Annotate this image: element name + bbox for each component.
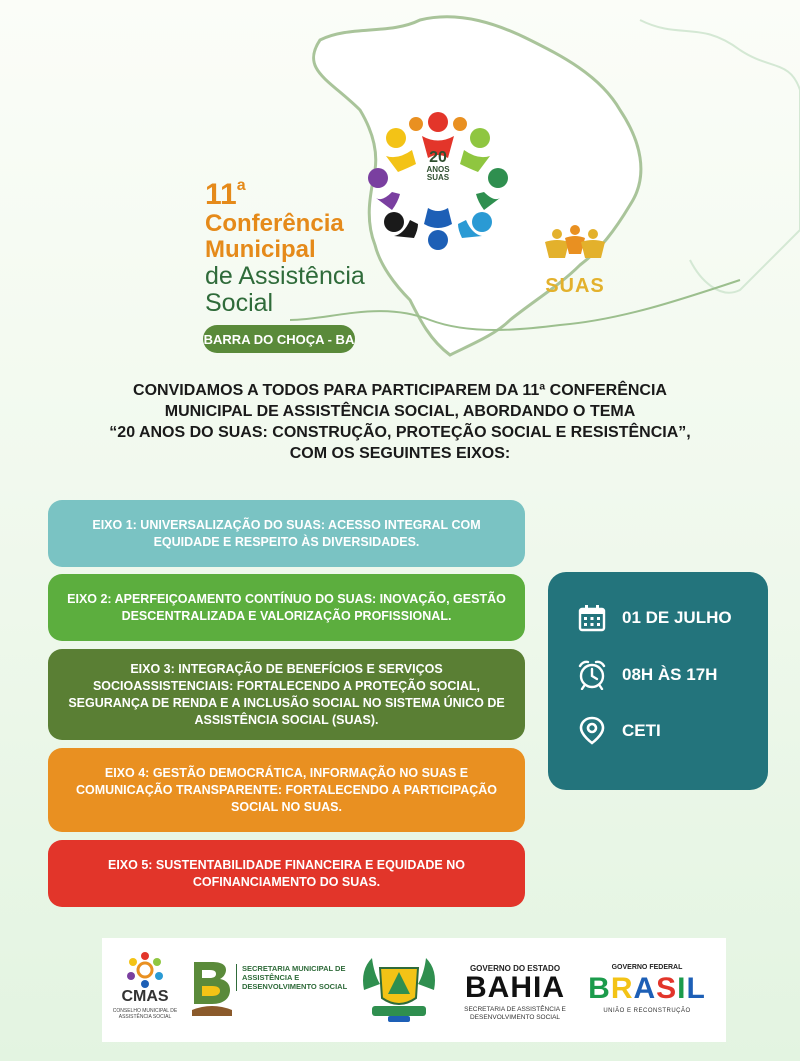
- invitation-line-4: COM OS SEGUINTES EIXOS:: [289, 445, 511, 462]
- federal-government-label: GOVERNO FEDERAL: [611, 964, 683, 971]
- continent-outline: [640, 20, 800, 293]
- eixo-card-5: EIXO 5: SUSTENTABILIDADE FINANCEIRA E EQUIDADE NO COFINANCIAMENTO DO SUAS.: [48, 840, 525, 907]
- bahia-secretaria: SECRETARIA DE ASSISTÊNCIA E DESENVOLVIMENTO SOCIAL: [464, 1006, 566, 1021]
- event-date: 01 DE JULHO: [622, 608, 732, 627]
- brazil-map-illustration: [0, 0, 800, 370]
- municipal-crest-logo: [358, 938, 440, 1042]
- invitation-line-1: CONVIDAMOS A TODOS PARA PARTICIPAREM DA 11ª CONFERÊNCIA: [133, 382, 667, 399]
- title-line-4: Social: [205, 289, 274, 317]
- event-time-row: [578, 660, 717, 690]
- title-line-3: de Assistência: [205, 262, 365, 290]
- conference-number: 11$^a$: [205, 177, 246, 211]
- conference-title: [205, 178, 365, 316]
- event-place: CETI: [622, 721, 661, 740]
- cmas-name: CMAS: [121, 988, 169, 1005]
- eixo-card-2: EIXO 2: APERFEIÇOAMENTO CONTÍNUO DO SUAS: INOVAÇÃO, GESTÃO DESCENTRALIZADA E VALORIZAÇÃO PROFISSIONAL.: [48, 574, 525, 641]
- header-illustration: [0, 0, 800, 370]
- bahia-wordmark: BAHIA: [465, 971, 565, 1004]
- eixo-card-1: EIXO 1: UNIVERSALIZAÇÃO DO SUAS: ACESSO INTEGRAL COM EQUIDADE E RESPEITO ÀS DIVERSIDADES.: [48, 500, 525, 567]
- federal-slogan: UNIÃO E RECONSTRUÇÃO: [603, 1008, 691, 1014]
- invitation-line-3: “20 ANOS DO SUAS: CONSTRUÇÃO, PROTEÇÃO SOCIAL E RESISTÊNCIA”,: [109, 424, 691, 441]
- eixo-card-4: EIXO 4: GESTÃO DEMOCRÁTICA, INFORMAÇÃO NO SUAS E COMUNICAÇÃO TRANSPARENTE: FORTALECENDO A PARTICIPAÇÃO SOCIAL NO SUAS.: [48, 748, 525, 832]
- sponsor-logos-bar: [102, 938, 726, 1042]
- governo-bahia-logo: [452, 938, 578, 1042]
- title-line-2: Municipal: [205, 236, 316, 263]
- brasil-wordmark: BRASIL: [588, 972, 706, 1005]
- cmas-logo: [102, 938, 188, 1042]
- city-badge: BARRA DO CHOÇA - BA: [203, 325, 355, 353]
- event-date-row: [578, 604, 732, 632]
- suas-logo-text: SUAS: [545, 275, 605, 297]
- cmas-people-icon: [102, 942, 188, 992]
- cmas-full-name: CONSELHO MUNICIPAL DE ASSISTÊNCIA SOCIAL: [112, 1008, 178, 1020]
- event-place-row: [578, 716, 661, 746]
- eixo-card-3: EIXO 3: INTEGRAÇÃO DE BENEFÍCIOS E SERVIÇOS SOCIOASSISTENCIAIS: FORTALECENDO A PROTEÇÃO SOCIAL, SEGURANÇA DE RENDA E A INCLUSÃO SOCIAL NO SISTEMA ÚNICO DE ASSISTÊNCIA SOCIAL (SUAS).: [48, 649, 525, 740]
- crest-icon: [358, 950, 440, 1030]
- anniversary-label: [418, 150, 458, 182]
- location-pin-icon: [578, 716, 606, 746]
- alarm-clock-icon: [578, 660, 606, 690]
- calendar-icon: [578, 604, 606, 632]
- suas-logo: [535, 225, 615, 310]
- event-info-panel: [548, 572, 768, 790]
- bahia-government-label: GOVERNO DO ESTADO: [469, 964, 561, 973]
- governo-federal-logo: [588, 938, 706, 1042]
- event-time: 08H ÀS 17H: [622, 665, 718, 684]
- title-line-1: Conferência: [205, 210, 344, 237]
- anniversary-word: ANOS: [426, 165, 450, 174]
- secretaria-name: SECRETARIA MUNICIPAL DE ASSISTÊNCIA E DESENVOLVIMENTO SOCIAL: [236, 964, 352, 991]
- anniversary-program: SUAS: [426, 173, 450, 182]
- invitation-text: [60, 380, 740, 464]
- secretaria-b-icon: [190, 960, 234, 1020]
- anniversary-number: 20: [429, 149, 447, 166]
- secretaria-municipal-logo: [188, 938, 352, 1042]
- invitation-line-2: MUNICIPAL DE ASSISTÊNCIA SOCIAL, ABORDANDO O TEMA: [164, 403, 636, 420]
